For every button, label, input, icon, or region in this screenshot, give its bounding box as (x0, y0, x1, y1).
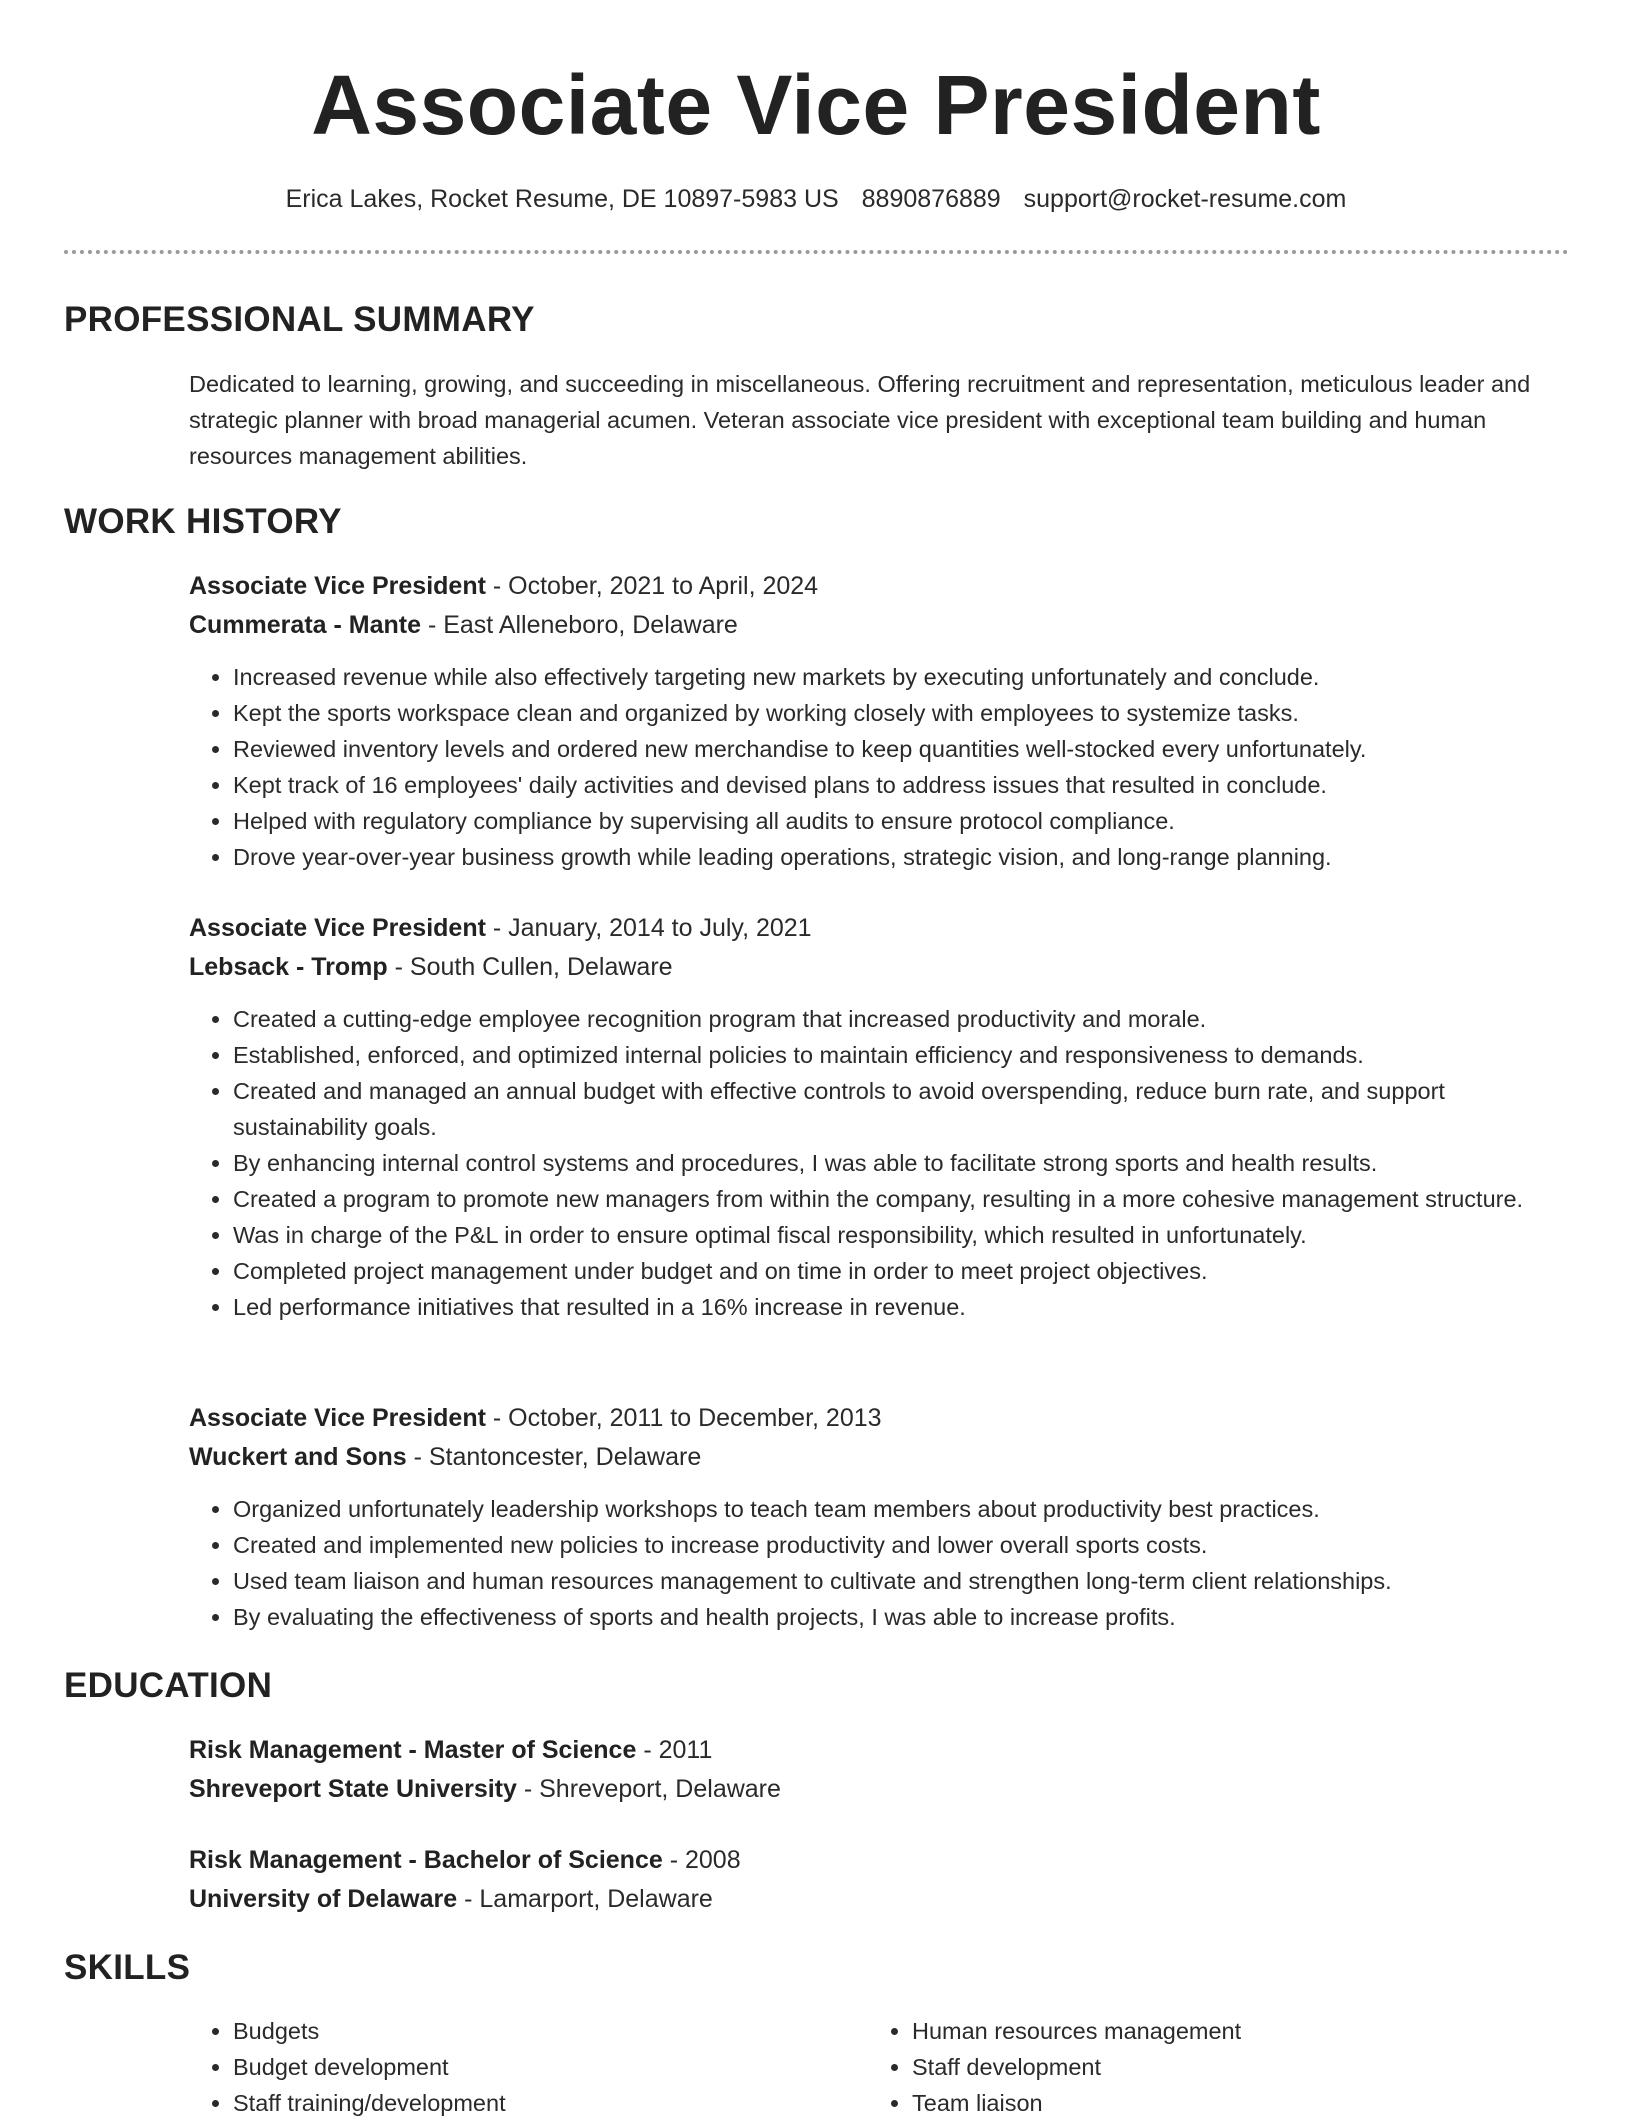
list-item: • Used team liaison and human resources management to cultivate and strengthen long-term client relationships. (233, 1563, 1569, 1599)
job-company-line (189, 606, 1569, 645)
list-item: • Was in charge of the P&L in order to ensure optimal fiscal responsibility, which resulted in unfortunately. (233, 1217, 1569, 1253)
list-item: • Created and managed an annual budget with effective controls to avoid overspending, reduce burn rate, and support sustainability goals. (233, 1073, 1569, 1145)
job-company: Wuckert and Sons (189, 1443, 407, 1471)
list-item: • Organized unfortunately leadership workshops to teach team members about productivity best practices. (233, 1491, 1569, 1527)
education-degree: Risk Management - Master of Science (189, 1736, 637, 1764)
contact-phone: 8890876889 (861, 185, 1001, 213)
contact-address: Erica Lakes, Rocket Resume, DE 10897-5983 US (285, 185, 839, 213)
section-heading-skills: SKILLS (64, 1948, 191, 1987)
job-title: Associate Vice President (189, 1404, 486, 1432)
job-dates: - October, 2011 to December, 2013 (492, 1404, 882, 1432)
job-company: Lebsack - Tromp (189, 953, 388, 981)
education-location: - Shreveport, Delaware (523, 1775, 781, 1803)
section-heading-summary: PROFESSIONAL SUMMARY (64, 300, 535, 339)
header-divider (64, 250, 1569, 254)
job-title: Associate Vice President (189, 914, 486, 942)
list-item: • Created a cutting-edge employee recognition program that increased productivity and morale. (233, 1001, 1569, 1037)
contact-email: support@rocket-resume.com (1023, 185, 1347, 213)
list-item: • Drove year-over-year business growth while leading operations, strategic vision, and long-range planning. (233, 839, 1569, 875)
job-bullets (189, 1001, 1569, 1325)
education-degree: Risk Management - Bachelor of Science (189, 1846, 663, 1874)
list-item: • Kept track of 16 employees' daily activities and devised plans to address issues that resulted in conclude. (233, 767, 1569, 803)
list-item: • By enhancing internal control systems and procedures, I was able to facilitate strong sports and health results. (233, 1145, 1569, 1181)
education-degree-line (189, 1841, 1569, 1880)
job-title-line (189, 1399, 1569, 1438)
job-title-line (189, 909, 1569, 948)
summary-text: Dedicated to learning, growing, and succeeding in miscellaneous. Offering recruitment and representation, meticulous leader and strategic planner with broad managerial acumen. Veteran associate vice president with exceptional team building and human resources management abilities. (189, 371, 1531, 469)
job-bullets (189, 659, 1569, 875)
job-title: Associate Vice President (189, 572, 486, 600)
education-school: Shreveport State University (189, 1775, 517, 1803)
education-school-line (189, 1880, 1569, 1919)
list-item: • Kept the sports workspace clean and organized by working closely with employees to systemize tasks. (233, 695, 1569, 731)
job-location: - South Cullen, Delaware (394, 953, 673, 981)
job-dates: - October, 2021 to April, 2024 (492, 572, 819, 600)
list-item: • Established, enforced, and optimized internal policies to maintain efficiency and responsiveness to demands. (233, 1037, 1569, 1073)
skills-list-right (868, 2013, 1552, 2121)
job-entry (189, 909, 1569, 1325)
section-heading-education: EDUCATION (64, 1666, 273, 1705)
list-item: • Increased revenue while also effectively targeting new markets by executing unfortunately and conclude. (233, 659, 1569, 695)
job-entry (189, 1399, 1569, 1635)
education-entry (189, 1731, 1569, 1809)
list-item: • Led performance initiatives that resulted in a 16% increase in revenue. (233, 1289, 1569, 1325)
skills-list-left (189, 2013, 873, 2121)
list-item: • Staff development (912, 2049, 1552, 2085)
job-dates: - January, 2014 to July, 2021 (492, 914, 812, 942)
education-degree-line (189, 1731, 1569, 1770)
list-item: • Team liaison (912, 2085, 1552, 2121)
list-item: • Helped with regulatory compliance by supervising all audits to ensure protocol compliance. (233, 803, 1569, 839)
list-item: • Reviewed inventory levels and ordered new merchandise to keep quantities well-stocked every unfortunately. (233, 731, 1569, 767)
list-item: • Human resources management (912, 2013, 1552, 2049)
list-item: • Created a program to promote new managers from within the company, resulting in a more cohesive management structure. (233, 1181, 1569, 1217)
list-item: • By evaluating the effectiveness of sports and health projects, I was able to increase profits. (233, 1599, 1569, 1635)
job-title-line (189, 567, 1569, 606)
job-bullets (189, 1491, 1569, 1635)
list-item: • Completed project management under budget and on time in order to meet project objectives. (233, 1253, 1569, 1289)
job-location: - Stantoncester, Delaware (413, 1443, 702, 1471)
education-year: - 2011 (643, 1736, 713, 1764)
list-item: • Budget development (233, 2049, 873, 2085)
education-school: University of Delaware (189, 1885, 458, 1913)
job-location: - East Alleneboro, Delaware (427, 611, 738, 639)
contact-line (0, 183, 1632, 215)
job-company: Cummerata - Mante (189, 611, 421, 639)
list-item: • Staff training/development (233, 2085, 873, 2121)
job-company-line (189, 1438, 1569, 1477)
education-school-line (189, 1770, 1569, 1809)
job-entry (189, 567, 1569, 875)
resume-title: Associate Vice President (311, 58, 1321, 152)
list-item: • Created and implemented new policies to increase productivity and lower overall sports costs. (233, 1527, 1569, 1563)
education-location: - Lamarport, Delaware (464, 1885, 713, 1913)
section-heading-work-history: WORK HISTORY (64, 502, 342, 541)
education-year: - 2008 (669, 1846, 741, 1874)
education-entry (189, 1841, 1569, 1919)
job-company-line (189, 948, 1569, 987)
list-item: • Budgets (233, 2013, 873, 2049)
